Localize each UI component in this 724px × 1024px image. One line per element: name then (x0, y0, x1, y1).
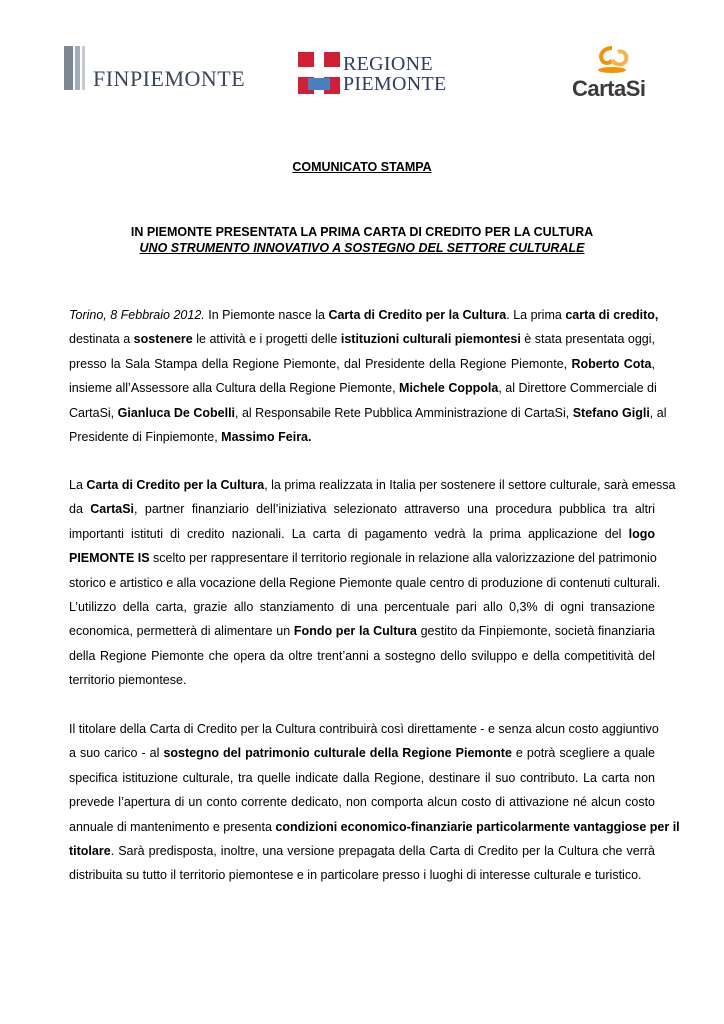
paragraph-3: Il titolare della Carta di Credito per la Cultura contribuirà così direttamente - e senza alcun costo aggiuntivo a suo carico - al sostegno del patrimonio culturale della Regione Piemonte e potrà scegliere a quale specifica istituzione culturale, tra quelle indicate dalla Regione, destinare il suo contributo. La carta non prevede l’apertura di un conto corrente dedicato, non comporta alcun costo di attivazione né alcun costo annuale di mantenimento e presenta condizioni economico-finanziarie particolarmente vantaggiose per il titolare. Sarà predisposta, inoltre, una versione prepagata della Carta di Credito per la Cultura che verrà distribuita su tutto il territorio piemontese e in particolare presso i luoghi di interesse culturale e turistico. (69, 722, 680, 883)
finpiemonte-mark-icon (64, 46, 91, 90)
finpiemonte-logo-text: FINPIEMONTE (93, 66, 246, 91)
paragraph-1: Torino, 8 Febbraio 2012. In Piemonte nasce la Carta di Credito per la Cultura. La prima carta di credito, destinata a sostenere le attività e i progetti delle istituzioni culturali piemontesi è stata presentata oggi, presso la Sala Stampa della Regione Piemonte, dal Presidente della Regione Piemonte, Roberto Cota, insieme all’Assessore alla Cultura della Regione Piemonte, Michele Coppola, al Direttore Commerciale di CartaSi, Gianluca De Cobelli, al Responsabile Rete Pubblica Amministrazione di CartaSi, Stefano Gigli, al Presidente di Finpiemonte, Massimo Feira. (69, 308, 667, 445)
cartasi-swirl-icon (594, 46, 630, 74)
press-release-title: IN PIEMONTE PRESENTATA LA PRIMA CARTA DI CREDITO PER LA CULTURA (130, 225, 594, 239)
paragraph-2: La Carta di Credito per la Cultura, la prima realizzata in Italia per sostenere il settore culturale, sarà emessa da CartaSi, partner finanziario dell’iniziativa selezionato attraverso una procedura pubblica tra altri importanti istituti di credito nazionali. La carta di pagamento vedrà la prima applicazione del logo PIEMONTE IS scelto per rappresentare il territorio regionale in relazione alla valorizzazione del patrimonio storico e artistico e alla vocazione della Regione Piemonte quale centro di produzione di contenuti culturali. L’utilizzo della carta, grazie allo stanziamento di una percentuale pari allo 0,3% di ogni transazione economica, permetterà di alimentare un Fondo per la Cultura gestito da Finpiemonte, società finanziaria della Regione Piemonte che opera da oltre trent’anni a sostegno dello sviluppo e della competitività del territorio piemontese. (69, 478, 676, 688)
cartasi-logo (572, 46, 652, 102)
regione-piemonte-logo (298, 52, 448, 100)
document-type-heading: COMUNICATO STAMPA (292, 160, 432, 174)
finpiemonte-logo (64, 46, 244, 92)
cartasi-logo-text: CartaSi (572, 76, 646, 101)
logo-bar (0, 38, 724, 108)
regione-crest-icon (298, 52, 340, 94)
press-release-subtitle: UNO STRUMENTO INNOVATIVO A SOSTEGNO DEL SETTORE CULTURALE (139, 241, 585, 255)
regione-logo-line1: REGIONE (343, 53, 433, 75)
regione-logo-line2: PIEMONTE (343, 73, 447, 95)
